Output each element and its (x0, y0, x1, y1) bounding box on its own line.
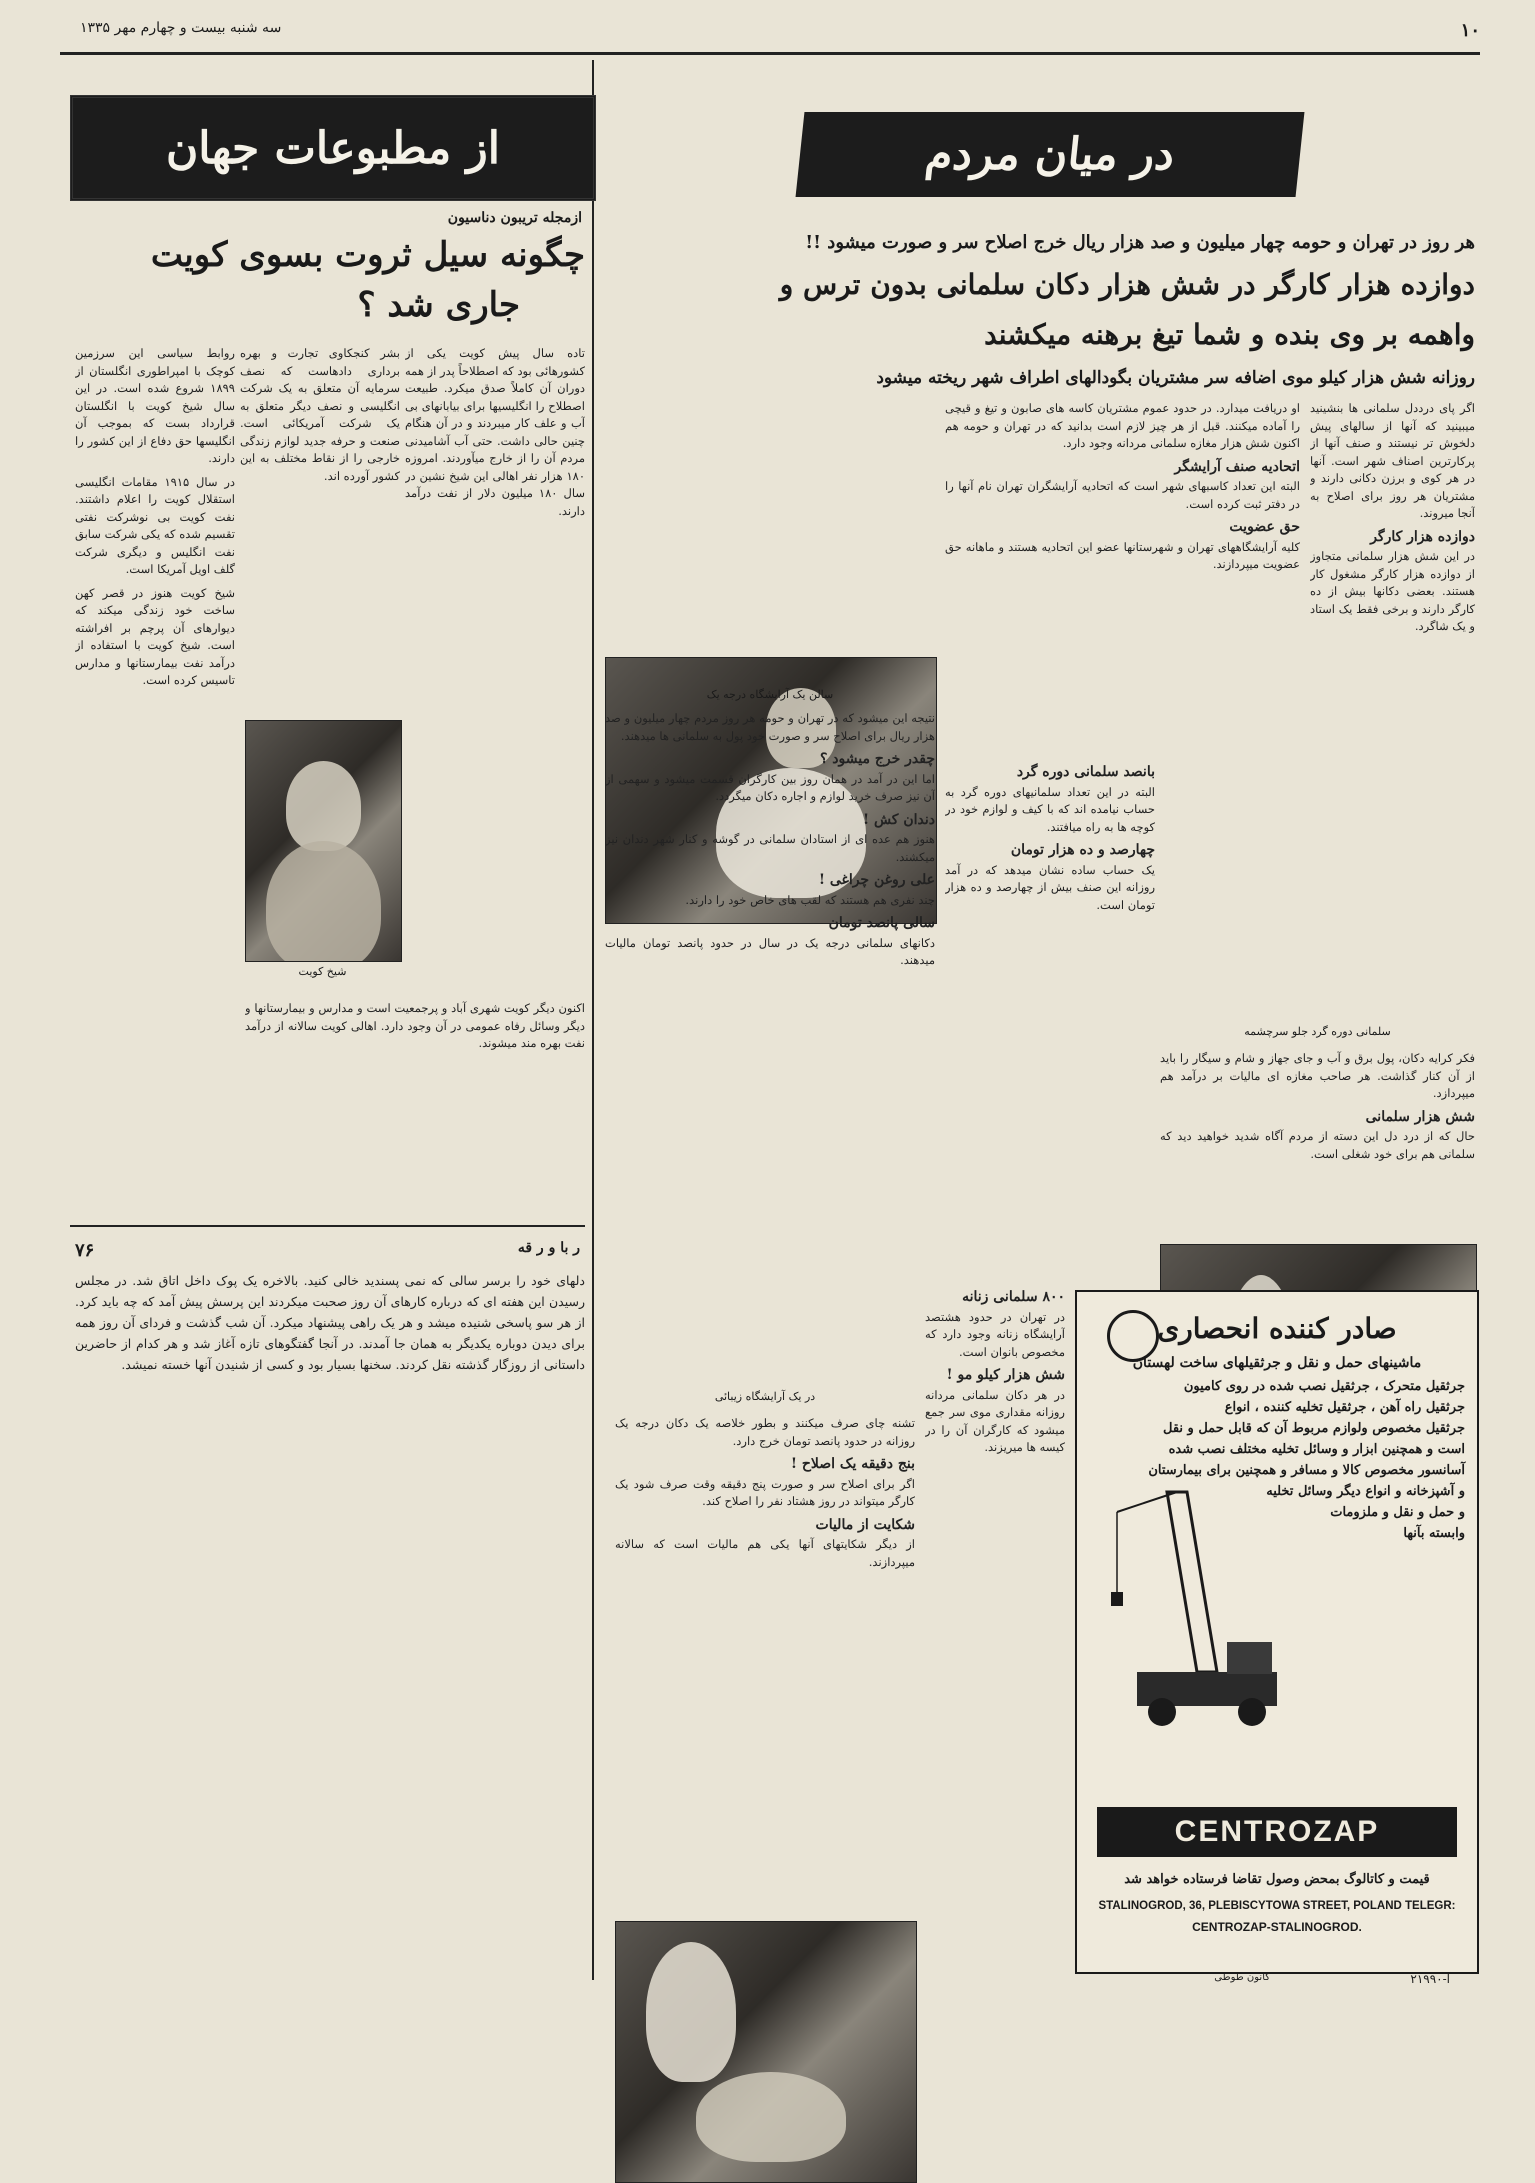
ad-brand: CENTROZAP (1174, 1815, 1380, 1848)
barber-col-b (945, 400, 1300, 730)
barber-headline-line1: دوازده هزار کارگر در شش هزار دکان سلمانی بدون ترس و (779, 268, 1475, 301)
barber-col-f-text-2: اگر برای اصلاح سر و صورت پنج دقیقه وقت صرف شود یک کارگر میتواند در روز هشتاد نفر را اصلاح کند. (615, 1476, 915, 1508)
barber-col-b-subhead-2: حق عضویت (1229, 519, 1300, 535)
page-number: ۱۰ (1460, 20, 1480, 41)
street-barber-photo-caption: سلمانی دوره گرد جلو سرچشمه (1244, 1025, 1391, 1038)
kuwait-body-bottom-text: اکنون دیگر کویت شهری آباد و پرجمعیت است و مدارس و بیمارستانها و دیگر وسائل رفاه عمومی در آن وجود دارد. اهالی کویت سالانه از درآمد نفت بهره مند میشوند. (245, 1001, 585, 1050)
kuwait-body-col2 (240, 345, 400, 665)
beauty-salon-photo-caption: در یک آرایشگاه زیبائی (714, 1390, 816, 1403)
sheikh-figure (286, 761, 361, 851)
barber-col-a (1310, 400, 1475, 720)
sheikh-photo-caption: شیخ کویت (298, 965, 347, 978)
barber-col-c-subhead-4: سالی پانصد تومان (828, 915, 935, 931)
salon-customer-figure (696, 2072, 846, 2162)
article-source: ازمجله تریبون دناسیون (447, 210, 582, 226)
ad-line-7: و آشپزخانه و انواع دیگر وسائل تخلیه (1266, 1484, 1465, 1499)
ad-line-3: جرثقیل راه آهن ، جرثقیل تخلیه کننده ، انواع (1224, 1400, 1465, 1415)
kuwait-body-col2-text: بشر کنجکاوی تجارت و بهره برداری دادهاست که نصف سرمایه آن متعلق به یک شرکت انگلیسی و نصف دیگر متعلق به یک شرکت آمریکائی است. صنعت و حرفه جدید لوازم زندگی خارجی را از نقاط مختلف به این کشور آورده اند. (240, 346, 400, 483)
sheikh-photo (245, 720, 402, 962)
barber-col-a-text-2: در این شش هزار سلمانی متجاوز از دوازده هزار کارگر مشغول کار هستند. بعضی دکانها بیش از ده کارگر دارند و برخی فقط یک استاد و یک شاگرد. (1310, 549, 1475, 633)
barber-col-d-text-2: یک حساب ساده نشان میدهد که در آمد روزانه این صنف بیش از چهارصد و ده هزار تومان است. (945, 862, 1155, 912)
barber-col-c-subhead: چقدر خرج میشود ؟ (820, 751, 935, 767)
barber-col-c-text-2: اما این در آمد در همان روز بین کارگران قسمت میشود و سهمی از آن نیز صرف خرید لوازم و اجاره دکان میگردد. (605, 771, 935, 803)
ad-agent: کانون طوطی (1214, 1972, 1270, 1983)
column-divider (592, 60, 594, 1980)
barber-col-d-text: البته در این تعداد سلمانیهای دوره گرد به حساب نیامده اند که با کیف و لوازم خود در کوچه ها به راه میافتند. (945, 784, 1155, 834)
barber-col-f-subhead: بنج دقیقه یک اصلاح ! (790, 1456, 915, 1472)
ad-line-6: آسانسور مخصوص کالا و مسافر و همچنین برای بیمارستان (1148, 1463, 1465, 1478)
serial-number: ۷۶ (75, 1240, 95, 1261)
barber-col-e-subhead: شش هزار سلمانی (1365, 1108, 1475, 1125)
kuwait-body-col1-text: تاده سال پیش کویت یکی از کشورهائی بود که اصطلاحاً پدر از همه دوران آن کاملاً صدق میکرد. طبیعت اصطلاح را انگلیسیها برای بیابانهای بی آب و علف کار میبردند و در آن هنگام چنین حالی داشت. حتی آب آشامیدنی مردم آن را از خارج میآوردند. امروزه ۱۸۰ هزار نفر اهالی این شیخ نشین در سال ۱۸۰ میلیون دلار از نفت درآمد دارند. (405, 346, 585, 518)
barber-col-g-text: در تهران در حدود هشتصد آرایشگاه زنانه وجود دارد که مخصوص بانوان است. (925, 1309, 1065, 1359)
barber-col-d (945, 760, 1155, 1270)
barber-col-g (925, 1285, 1065, 1985)
ad-brand-box (1097, 1807, 1457, 1857)
serial-rule (70, 1225, 585, 1227)
barber-col-b-text-2: البته این تعداد کاسبهای شهر است که اتحادیه آرایشگران تهران نام آنها را در دفتر ثبت کرده است. (945, 479, 1300, 511)
barber-col-b-text-3: کلیه آرایشگاههای تهران و شهرستانها عضو این اتحادیه هستند و ماهانه حق عضویت میپردازند. (945, 539, 1300, 571)
ad-line-8: و حمل و نقل و ملزومات (1330, 1505, 1465, 1520)
barber-col-c-text-3: هنوز هم عده ای از استادان سلمانی در گوشه و کنار شهر دندان نیز میکشند. (605, 832, 935, 864)
sheikh-robe (266, 841, 381, 962)
world-press-banner (70, 95, 596, 201)
barber-col-d-subhead: بانصد سلمانی دوره گرد (1016, 764, 1155, 780)
header-rule (60, 52, 1480, 55)
issue-date: سه شنبه بیست و چهارم مهر ۱۳۳۵ (80, 20, 282, 36)
barber-col-e-text: فکر کرایه دکان، پول برق و آب و جای جهاز و شام و سیگار را باید از آن کنار گذاشت. هر صاحب مغازه ای مالیات بر درآمد هم میپردازد. (1160, 1051, 1475, 1100)
barber-col-g-subhead-2: شش هزار کیلو مو ! (946, 1367, 1065, 1383)
ad-line-4: جرثقیل مخصوص ولوازم مربوط آن که قابل حمل و نقل (1162, 1421, 1465, 1436)
barber-col-g-subhead: ۸۰۰ سلمانی زنانه (962, 1289, 1065, 1305)
barber-col-c-text: نتیجه این میشود که در تهران و حومه هر روز مردم چهار میلیون و صد هزار ریال برای اصلاح سر و صورت خود پول به سلمانی ها میدهند. (605, 711, 935, 743)
barber-col-a-subhead: دوازده هزار کارگر (1370, 528, 1475, 545)
ad-code: آ-۲۱۹۹۰ (1410, 1972, 1450, 1986)
ad-telegram: CENTROZAP-STALINOGROD. (1192, 1920, 1362, 1934)
barber-col-c-subhead-2: دندان کش ! (862, 811, 935, 828)
kuwait-body-bottom (245, 1000, 585, 1160)
serial-text (75, 1270, 585, 1990)
barber-col-f-text-3: از دیگر شکایتهای آنها یکی هم مالیات است که سالانه میپردازند. (615, 1537, 915, 1569)
kuwait-body-col3-text-b: در سال ۱۹۱۵ مقامات انگلیسی استقلال کویت را اعلام داشتند. نفت کویت بی نوشرکت نفتی تقسیم شده که یکی شرکت سابق نفت انگلیس و دیگری شرکت گلف اویل آمریکا است. (75, 474, 235, 576)
barber-kicker: هر روز در تهران و حومه چهار میلیون و صد هزار ریال خرج اصلاح سر و صورت میشود !! (805, 232, 1475, 253)
among-people-banner (796, 112, 1305, 197)
ad-address: STALINOGROD, 36, PLEBISCYTOWA STREET, POLAND TELEGR: (1098, 1900, 1456, 1912)
kuwait-body-col3 (75, 345, 235, 1165)
barber-col-d-subhead-2: چهارصد و ده هزار تومان (1010, 842, 1155, 858)
serial-text-body: دلهای خود را برسر سالی که نمی پسندید خالی کنید. بالاخره یک پوک داخل اتاق شد. در مجلس رسیدن این هفته ای که درباره کارهای آن روز صحبت میکردند این پرسش پیش آمد که چه باید کرد. از هر سو پاسخی شنیده میشد و هر یک راهی پیشنهاد میکرد. آن شب گذشت و فردای آن روز همه برای دیدن دوباره یکدیگر به همان جا آمدند. در آنجا گفتگوهای تازه آغاز شد و هر کدام از حاضرین داستانی از روزگار گذشته نقل کردند. سخنها بسیار بود و کسی از شنیدن آنها خسته نمیشد. (75, 1273, 585, 1372)
ad-line-5: است و همچنین ابزار و وسائل تخلیه مختلف نصب شده (1168, 1442, 1465, 1457)
barber-col-g-text-2: در هر دکان سلمانی مردانه روزانه مقداری موی سر جمع میشود که کارگران آن را در کیسه ها میریزند. (925, 1387, 1065, 1454)
barber-col-c (605, 710, 935, 1120)
barber-col-e (1160, 1050, 1475, 1260)
barber-col-f (615, 1415, 915, 1985)
ad-line-1: ماشینهای حمل و نقل و جرثقیلهای ساخت لهستان (1132, 1355, 1422, 1371)
kuwait-body-col1 (405, 345, 585, 995)
ad-logo-icon (1107, 1310, 1159, 1362)
barber-col-b-subhead: اتحادیه صنف آرایشگر (1174, 458, 1300, 475)
ad-line-9: وابسته بآنها (1403, 1526, 1465, 1541)
barber-col-c-text-4: چند نفری هم هستند که لقب های خاص خود را دارند. (685, 892, 935, 907)
ad-title: صادر کننده انحصاری (1157, 1312, 1397, 1345)
barber-col-a-text: اگر پای درددل سلمانی ها بنشینید میبینید که آنها از سالهای پیش دلخوش تر نیستند و صنف آنها از پرکارترین اصناف شهر است. آنها در هر کوی و برزن دکانی دارند و مشتریان هر روز برای اصلاح به آنجا میروند. (1310, 401, 1475, 520)
kuwait-body-col3-text-c: شیخ کویت هنوز در قصر کهن ساخت خود زندگی میکند که دیوارهای آن پرچم بر افراشته است. شیخ کویت با استفاده از درآمد نفت بیمارستانها و مدارس تاسیس کرده است. (75, 585, 235, 687)
barber-col-e-text-2: حال که از درد دل این دسته از مردم آگاه شدید خواهید دید که سلمانی هم برای خود شغلی است. (1160, 1129, 1475, 1161)
kuwait-headline-line2: جاری شد ؟ (357, 285, 520, 325)
kuwait-headline-line1: چگونه سیل ثروت بسوی کویت (150, 235, 585, 275)
serial-title: ر با و ر قه (517, 1240, 580, 1256)
barber-col-c-text-5: دکانهای سلمانی درجه یک در سال در حدود پانصد تومان مالیات میدهند. (605, 935, 935, 967)
barber-col-c-subhead-3: علی روغن چراغی ! (818, 872, 935, 888)
barber-headline-line2: واهمه بر وی بنده و شما تیغ برهنه میکشند (984, 318, 1475, 351)
crane-truck-illustration (1097, 1472, 1287, 1732)
among-people-banner-title: در میان مردم (922, 129, 1178, 180)
barber-col-b-text: او دریافت میدارد. در حدود عموم مشتریان کاسه های صابون و تیغ و قیچی را آماده میکنند. قبل از هر چیز لازم است بدانید که در تهران و حومه هم اکنون شش هزار مغازه سلمانی مردانه وجود دارد. (945, 401, 1300, 450)
barber-col-f-subhead-2: شکایت از مالیات (815, 1516, 915, 1533)
barbershop-photo-caption: سالن یک آرایشگاه درجه یک (706, 688, 834, 701)
kuwait-body-col3-text: روابط سیاسی این سرزمین کوچک با امپراطوری انگلستان از ۱۸۹۹ شروع شده است. در این سال شیخ کویت با انگلستان قرارداد بست که بموجب آن انگلیسها حق دفاع از این کشور را دارند. (75, 346, 235, 465)
world-press-banner-title: از مطبوعات جهان (165, 122, 501, 174)
ad-line-2: جرثقیل متحرک ، جرثقیل نصب شده در روی کامیون (1183, 1379, 1465, 1394)
page-header (80, 18, 1480, 46)
barber-subheadline: روزانه شش هزار کیلو موی اضافه سر مشتریان بگودالهای اطراف شهر ریخته میشود (876, 368, 1475, 388)
barber-col-f-text: تشنه چای صرف میکنند و بطور خلاصه یک دکان درجه یک روزانه در حدود پانصد تومان خرج دارد. (615, 1416, 915, 1448)
centrozap-advertisement (1075, 1290, 1479, 1974)
ad-footer-fa: قیمت و کاتالوگ بمحض وصول تقاضا فرستاده خواهد شد (1124, 1872, 1430, 1887)
